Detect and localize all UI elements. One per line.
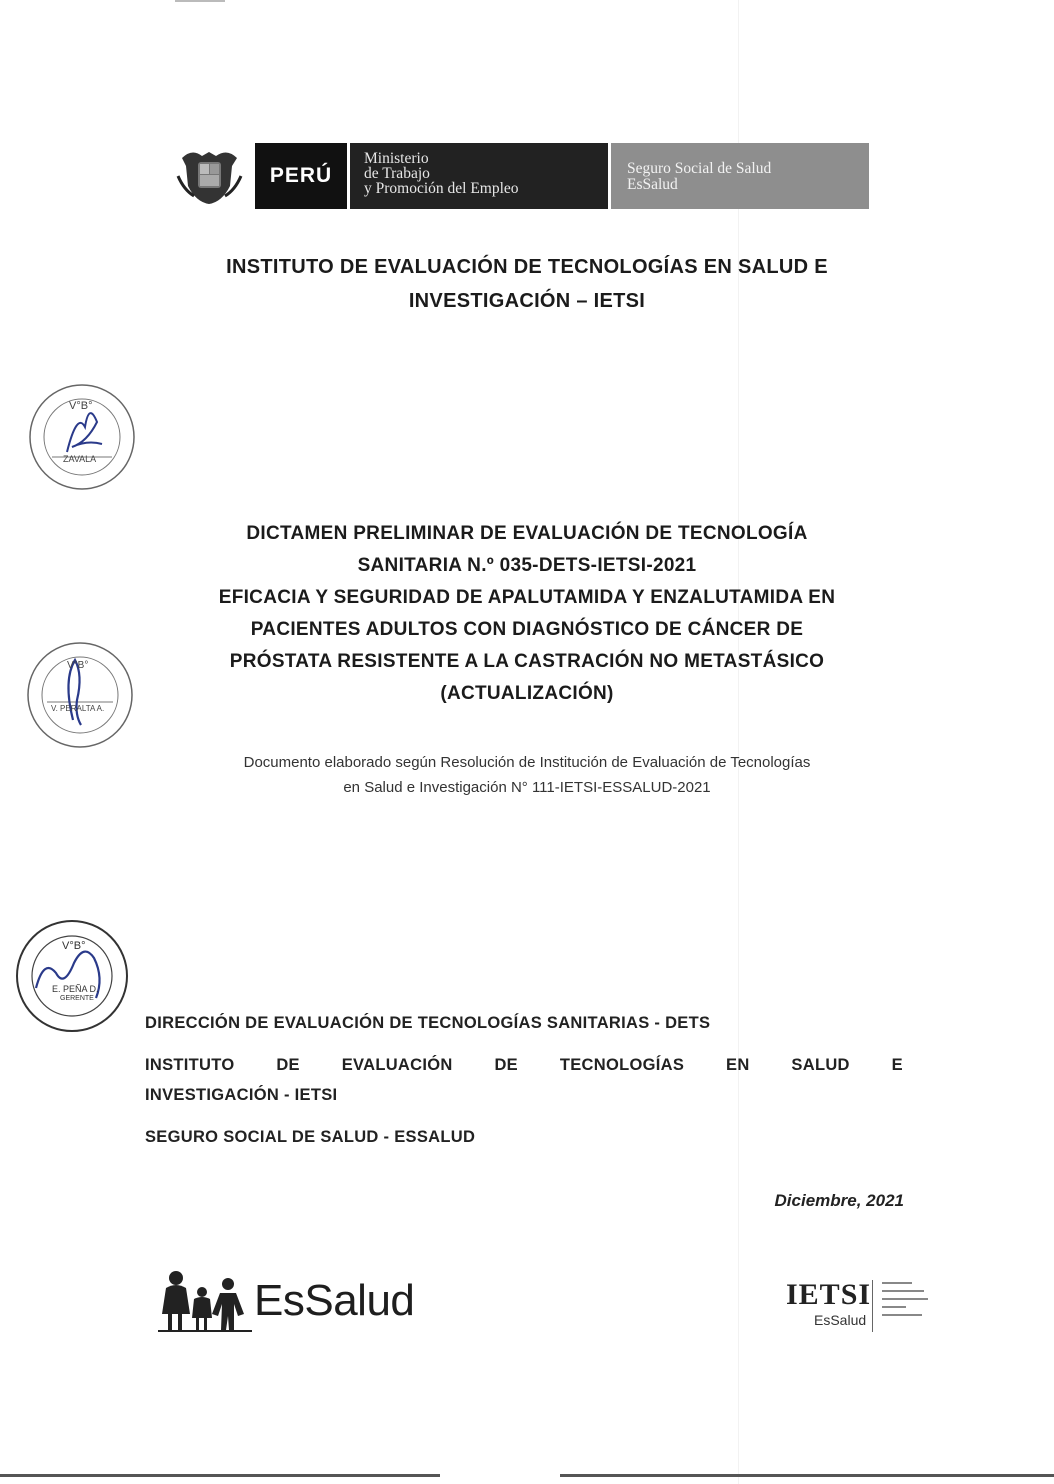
dictamen-line: SANITARIA N.º 035-DETS-IETSI-2021 [357, 555, 697, 576]
dictamen-line: EFICACIA Y SEGURIDAD DE APALUTAMIDA Y ENZALUTAMIDA EN [218, 587, 836, 608]
ietsi-logo-subtext: EsSalud [814, 1312, 867, 1328]
peru-coat-of-arms-icon [172, 146, 247, 206]
institute-word: EN [726, 1056, 750, 1074]
document-note-line: Documento elaborado según Resolución de Institución de Evaluación de Tecnologías [243, 754, 811, 771]
stamp-name: E. PEÑA D. [52, 984, 99, 994]
institute-line-2: INVESTIGACIÓN - IETSI [145, 1086, 338, 1104]
dictamen-line: DICTAMEN PRELIMINAR DE EVALUACIÓN DE TECNOLOGÍA [246, 523, 808, 544]
institute-word: E [891, 1056, 903, 1074]
approval-stamp-pena [14, 918, 130, 1034]
institute-word: TECNOLOGÍAS [559, 1056, 685, 1074]
institute-title-line: INVESTIGACIÓN – IETSI [408, 290, 646, 312]
ministry-line: de Trabajo [364, 165, 430, 182]
family-figures-icon [158, 1268, 252, 1334]
approval-stamp-peralta [25, 640, 135, 750]
ministry-line: Ministerio [364, 150, 429, 167]
stamp-seal-icon [27, 382, 137, 492]
stamp-vb: V°B° [69, 400, 93, 412]
essalud-header-label [611, 143, 869, 209]
essalud-logo [158, 1268, 438, 1338]
document-date: Diciembre, 2021 [774, 1191, 904, 1210]
ietsi-caption-lines-icon [878, 1280, 936, 1330]
peru-label: PERÚ [255, 143, 347, 209]
ietsi-logo-divider [872, 1280, 873, 1332]
ietsi-logo-text: IETSI [786, 1278, 872, 1311]
dictamen-line: (ACTUALIZACIÓN) [440, 683, 614, 704]
document-note-line: en Salud e Investigación N° 111-IETSI-ESSALUD-2021 [343, 779, 711, 796]
essalud-header-line: Seguro Social de Salud [627, 160, 772, 177]
dictamen-line: PACIENTES ADULTOS CON DIAGNÓSTICO DE CÁNCER DE [250, 619, 804, 640]
ministry-line: y Promoción del Empleo [364, 180, 519, 197]
ietsi-logo [786, 1278, 936, 1338]
scan-bottom-gap [440, 1472, 560, 1480]
ministry-label [350, 143, 608, 209]
institute-word: DE [276, 1056, 300, 1074]
institute-title-line: INSTITUTO DE EVALUACIÓN DE TECNOLOGÍAS EN SALUD E [226, 256, 828, 278]
essalud-header-line: EsSalud [627, 176, 678, 193]
approval-stamp-zavala [27, 382, 137, 492]
stamp-seal-icon [14, 918, 130, 1034]
scan-fold-line [738, 0, 739, 1484]
essalud-logo-text: EsSalud [254, 1276, 415, 1325]
institute-title [120, 250, 934, 318]
dictamen-line: PRÓSTATA RESISTENTE A LA CASTRACIÓN NO METASTÁSICO [229, 651, 825, 672]
stamp-name: V. PERALTA A. [51, 704, 105, 713]
header-banner [172, 141, 869, 211]
dictamen-title [100, 518, 954, 710]
stamp-vb: V°B° [62, 940, 86, 952]
scan-mark [175, 0, 225, 2]
institute-word: SALUD [791, 1056, 850, 1074]
stamp-name: ZAVALA [63, 454, 97, 464]
institute-word: EVALUACIÓN [341, 1056, 453, 1074]
stamp-vb: V°B° [67, 660, 89, 671]
seguro-line: SEGURO SOCIAL DE SALUD - ESSALUD [145, 1128, 476, 1146]
institute-word: DE [494, 1056, 518, 1074]
institute-line [145, 1056, 903, 1075]
document-note [120, 750, 934, 800]
institute-word: INSTITUTO [145, 1056, 235, 1074]
stamp-role: GERENTE [60, 995, 94, 1002]
stamp-seal-icon [25, 640, 135, 750]
directorate-line: DIRECCIÓN DE EVALUACIÓN DE TECNOLOGÍAS SANITARIAS - DETS [145, 1014, 711, 1032]
